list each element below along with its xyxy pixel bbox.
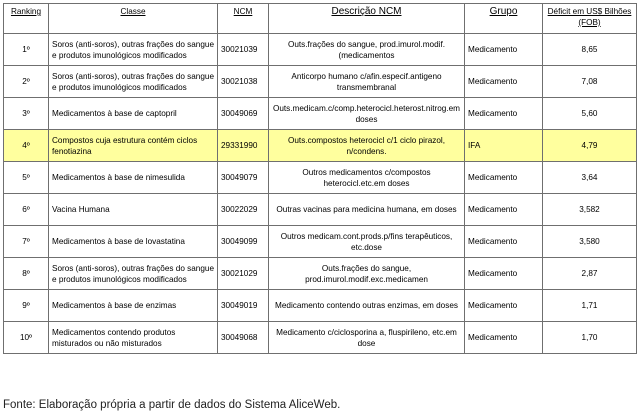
ncm-cell: 29331990 [218,130,269,162]
descricao-cell: Outs.compostos heterocicl c/1 ciclo pirazol, n/condens. [269,130,465,162]
ncm-cell: 30049068 [218,322,269,354]
grupo-cell: Medicamento [465,162,543,194]
ncm-cell: 30049069 [218,98,269,130]
deficit-cell: 4,79 [543,130,637,162]
grupo-cell: Medicamento [465,226,543,258]
classe-cell: Vacina Humana [49,194,218,226]
ranking-cell: 6º [4,194,49,226]
ranking-cell: 10º [4,322,49,354]
ncm-cell: 30021029 [218,258,269,290]
table-row [4,162,637,194]
header-ranking: Ranking [4,4,49,34]
table-body [4,34,637,354]
header-descricao: Descrição NCM [269,4,465,34]
ncm-cell: 30049079 [218,162,269,194]
ranking-cell: 9º [4,290,49,322]
descricao-cell: Outs.medicam.c/comp.heterocicl.heterost.nitrog.em doses [269,98,465,130]
header-ncm: NCM [218,4,269,34]
ranking-cell: 5º [4,162,49,194]
descricao-cell: Outs.frações do sangue, prod.imurol.modif.(medicamentos [269,34,465,66]
descricao-cell: Outros medicam.cont.prods.p/fins terapêuticos, etc.dose [269,226,465,258]
header-classe: Classe [49,4,218,34]
table-row [4,226,637,258]
ncm-cell: 30021039 [218,34,269,66]
deficit-table [3,3,637,354]
ranking-cell: 8º [4,258,49,290]
grupo-cell: Medicamento [465,34,543,66]
classe-cell: Compostos cuja estrutura contém ciclos fenotiazina [49,130,218,162]
ncm-cell: 30022029 [218,194,269,226]
table-row [4,322,637,354]
deficit-cell: 1,70 [543,322,637,354]
deficit-cell: 3,64 [543,162,637,194]
deficit-cell: 1,71 [543,290,637,322]
grupo-cell: Medicamento [465,98,543,130]
classe-cell: Soros (anti-soros), outras frações do sangue e produtos imunológicos modificados [49,34,218,66]
descricao-cell: Outros medicamentos c/compostos heterocicl.etc.em doses [269,162,465,194]
header-grupo: Grupo [465,4,543,34]
source-note: Fonte: Elaboração própria a partir de dados do Sistema AliceWeb. [3,399,341,411]
table-row [4,194,637,226]
grupo-cell: Medicamento [465,258,543,290]
table-row [4,34,637,66]
deficit-cell: 2,87 [543,258,637,290]
grupo-cell: Medicamento [465,290,543,322]
ranking-cell: 2º [4,66,49,98]
table-row [4,258,637,290]
classe-cell: Medicamentos à base de nimesulida [49,162,218,194]
ranking-cell: 1º [4,34,49,66]
classe-cell: Medicamentos à base de captopril [49,98,218,130]
table-row [4,66,637,98]
deficit-cell: 8,65 [543,34,637,66]
classe-cell: Soros (anti-soros), outras frações do sangue e produtos imunológicos modificados [49,66,218,98]
descricao-cell: Medicamento contendo outras enzimas, em doses [269,290,465,322]
classe-cell: Medicamentos contendo produtos misturados ou não misturados [49,322,218,354]
header-row [4,4,637,34]
ncm-cell: 30049099 [218,226,269,258]
table-row [4,98,637,130]
deficit-cell: 5,60 [543,98,637,130]
ranking-cell: 7º [4,226,49,258]
ranking-cell: 4º [4,130,49,162]
header-deficit: Déficit em US$ Bilhões (FOB) [543,4,637,34]
grupo-cell: Medicamento [465,66,543,98]
deficit-cell: 3,582 [543,194,637,226]
grupo-cell: Medicamento [465,194,543,226]
descricao-cell: Outras vacinas para medicina humana, em doses [269,194,465,226]
deficit-cell: 3,580 [543,226,637,258]
ranking-cell: 3º [4,98,49,130]
descricao-cell: Anticorpo humano c/afin.especif.antigeno transmembranal [269,66,465,98]
classe-cell: Medicamentos à base de enzimas [49,290,218,322]
table-row [4,290,637,322]
grupo-cell: Medicamento [465,322,543,354]
table-row [4,130,637,162]
classe-cell: Medicamentos à base de lovastatina [49,226,218,258]
descricao-cell: Outs.frações do sangue, prod.imurol.modif.exc.medicamen [269,258,465,290]
descricao-cell: Medicamento c/ciclosporina a, fluspirileno, etc.em dose [269,322,465,354]
grupo-cell: IFA [465,130,543,162]
ncm-cell: 30049019 [218,290,269,322]
classe-cell: Soros (anti-soros), outras frações do sangue e produtos imunológicos modificados [49,258,218,290]
deficit-cell: 7,08 [543,66,637,98]
ncm-cell: 30021038 [218,66,269,98]
